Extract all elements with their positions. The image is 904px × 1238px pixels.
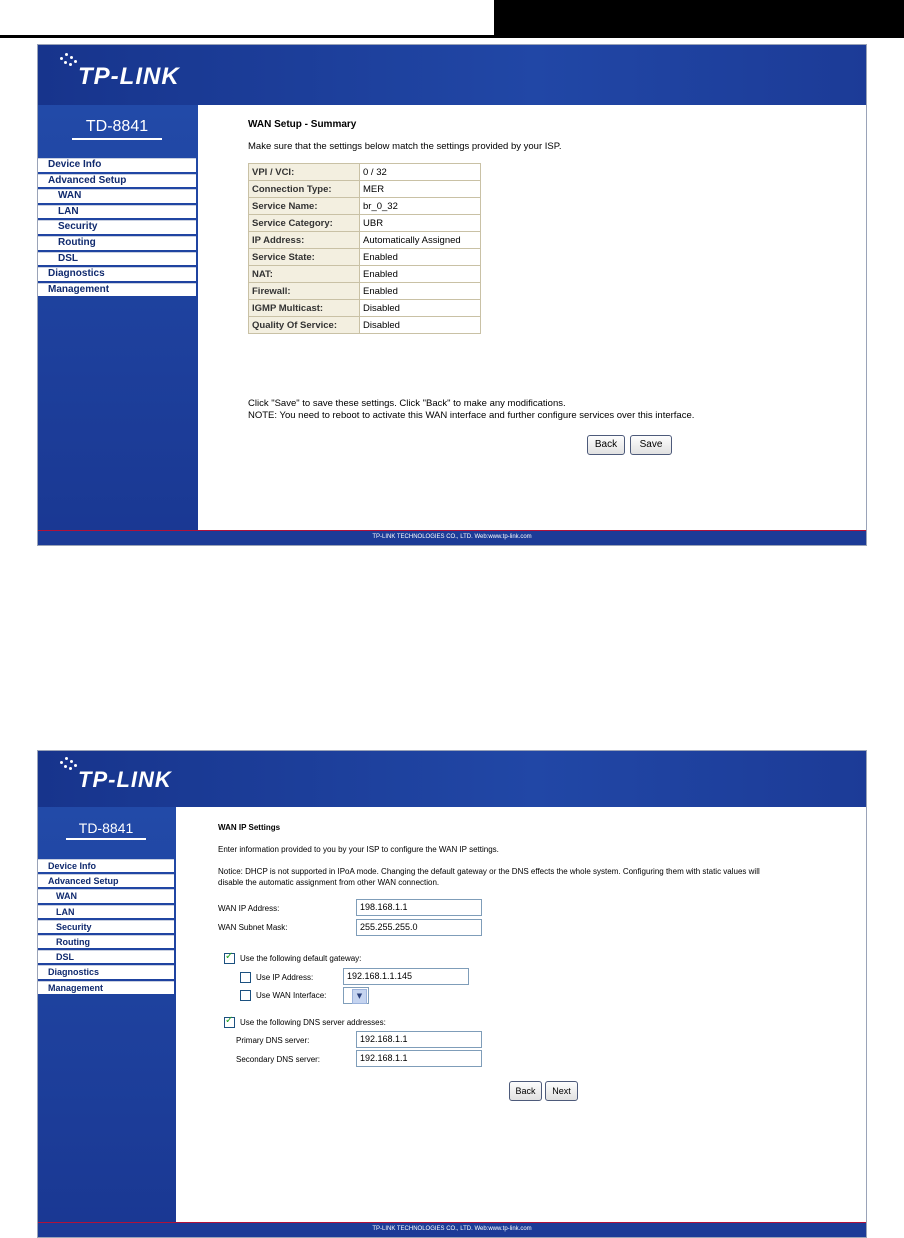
wan-interface-select[interactable]: [343, 987, 369, 1004]
table-row: [249, 283, 481, 300]
summary-key: Firewall:: [249, 283, 360, 300]
use-wan-interface-checkbox[interactable]: [240, 990, 251, 1001]
summary-key: Service State:: [249, 249, 360, 266]
sidebar-item-advanced-setup[interactable]: Advanced Setup: [38, 174, 196, 188]
table-row: [249, 317, 481, 334]
default-gateway-checkbox[interactable]: [224, 953, 235, 964]
chevron-down-icon: ▼: [352, 989, 367, 1004]
page-title: WAN Setup - Summary: [248, 119, 357, 130]
model-name: TD-8841: [66, 820, 146, 840]
summary-value: Enabled: [360, 249, 481, 266]
sidebar-item-diagnostics[interactable]: Diagnostics: [38, 965, 174, 978]
wan-ip-label: WAN IP Address:: [218, 904, 280, 913]
summary-value: Enabled: [360, 283, 481, 300]
table-row: [249, 215, 481, 232]
sidebar: [38, 807, 176, 1223]
sidebar-item-dsl[interactable]: DSL: [38, 252, 196, 266]
summary-value: UBR: [360, 215, 481, 232]
sidebar-item-device-info[interactable]: Device Info: [38, 859, 174, 872]
brand-logo: TP-LINK: [78, 63, 180, 90]
content-panel: [176, 807, 866, 1223]
use-ip-address-label: Use IP Address:: [256, 973, 314, 982]
back-button[interactable]: Back: [509, 1081, 542, 1101]
sidebar-item-lan[interactable]: LAN: [38, 905, 174, 918]
summary-key: Quality Of Service:: [249, 317, 360, 334]
summary-value: br_0_32: [360, 198, 481, 215]
gateway-ip-input[interactable]: 192.168.1.1.145: [343, 968, 469, 985]
summary-value: 0 / 32: [360, 164, 481, 181]
screenshot-wan-summary: [37, 44, 867, 546]
save-button[interactable]: Save: [630, 435, 672, 455]
brand-logo: TP-LINK: [78, 767, 172, 792]
sidebar-item-lan[interactable]: LAN: [38, 205, 196, 219]
sidebar-item-management[interactable]: Management: [38, 981, 174, 994]
sidebar-menu: [38, 158, 196, 298]
model-name: TD-8841: [72, 118, 162, 140]
sidebar-item-security[interactable]: Security: [38, 920, 174, 933]
footer: TP-LINK TECHNOLOGIES CO., LTD. Web:www.tp-link.com: [38, 1222, 866, 1237]
sidebar-item-wan[interactable]: WAN: [38, 189, 196, 203]
banner: [38, 45, 866, 105]
sidebar-item-management[interactable]: Management: [38, 283, 196, 297]
summary-value: Disabled: [360, 317, 481, 334]
sidebar-item-security[interactable]: Security: [38, 220, 196, 234]
primary-dns-label: Primary DNS server:: [236, 1036, 310, 1045]
table-row: [249, 266, 481, 283]
secondary-dns-label: Secondary DNS server:: [236, 1055, 321, 1064]
summary-value: Automatically Assigned: [360, 232, 481, 249]
summary-key: Service Category:: [249, 215, 360, 232]
use-ip-address-checkbox[interactable]: [240, 972, 251, 983]
summary-key: VPI / VCI:: [249, 164, 360, 181]
wan-ip-input[interactable]: 198.168.1.1: [356, 899, 482, 916]
next-button[interactable]: Next: [545, 1081, 578, 1101]
sidebar: [38, 105, 198, 531]
table-row: [249, 181, 481, 198]
summary-intro: Make sure that the settings below match the settings provided by your ISP.: [248, 141, 562, 152]
sidebar-item-device-info[interactable]: Device Info: [38, 158, 196, 172]
sidebar-item-routing[interactable]: Routing: [38, 236, 196, 250]
wan-subnet-label: WAN Subnet Mask:: [218, 923, 288, 932]
wanip-notice-line1: Notice: DHCP is not supported in IPoA mode. Changing the default gateway or the DNS effects the whole system. Configuring them with static values will: [218, 867, 760, 876]
summary-value: Disabled: [360, 300, 481, 317]
save-instructions: Click "Save" to save these settings. Click "Back" to make any modifications.: [248, 398, 566, 409]
footer: TP-LINK TECHNOLOGIES CO., LTD. Web:www.tp-link.com: [38, 530, 866, 545]
reboot-note: NOTE: You need to reboot to activate this WAN interface and further configure services over this interface.: [248, 410, 695, 421]
content-panel: [198, 105, 866, 531]
summary-value: Enabled: [360, 266, 481, 283]
summary-key: NAT:: [249, 266, 360, 283]
sidebar-item-diagnostics[interactable]: Diagnostics: [38, 267, 196, 281]
sidebar-item-advanced-setup[interactable]: Advanced Setup: [38, 874, 174, 887]
screenshot-wan-ip-settings: [37, 750, 867, 1238]
summary-key: Connection Type:: [249, 181, 360, 198]
dns-servers-checkbox[interactable]: [224, 1017, 235, 1028]
sidebar-item-dsl[interactable]: DSL: [38, 950, 174, 963]
table-row: [249, 198, 481, 215]
header-rule: [0, 35, 904, 38]
banner: [38, 751, 866, 807]
summary-key: IP Address:: [249, 232, 360, 249]
wanip-intro: Enter information provided to you by your ISP to configure the WAN IP settings.: [218, 845, 499, 854]
dns-servers-label: Use the following DNS server addresses:: [240, 1018, 386, 1027]
table-row: [249, 164, 481, 181]
wan-subnet-input[interactable]: 255.255.255.0: [356, 919, 482, 936]
table-row: [249, 249, 481, 266]
summary-key: Service Name:: [249, 198, 360, 215]
summary-key: IGMP Multicast:: [249, 300, 360, 317]
sidebar-item-routing[interactable]: Routing: [38, 935, 174, 948]
secondary-dns-input[interactable]: 192.168.1.1: [356, 1050, 482, 1067]
summary-table: [248, 163, 481, 334]
primary-dns-input[interactable]: 192.168.1.1: [356, 1031, 482, 1048]
back-button[interactable]: Back: [587, 435, 625, 455]
summary-value: MER: [360, 181, 481, 198]
page-title: WAN IP Settings: [218, 823, 281, 832]
table-row: [249, 300, 481, 317]
table-row: [249, 232, 481, 249]
header-tab: [494, 0, 904, 36]
sidebar-menu: [38, 859, 174, 996]
use-wan-interface-label: Use WAN Interface:: [256, 991, 327, 1000]
sidebar-item-wan[interactable]: WAN: [38, 889, 174, 902]
default-gateway-label: Use the following default gateway:: [240, 954, 362, 963]
wanip-notice-line2: disable the automatic assignment from other WAN connection.: [218, 878, 440, 887]
